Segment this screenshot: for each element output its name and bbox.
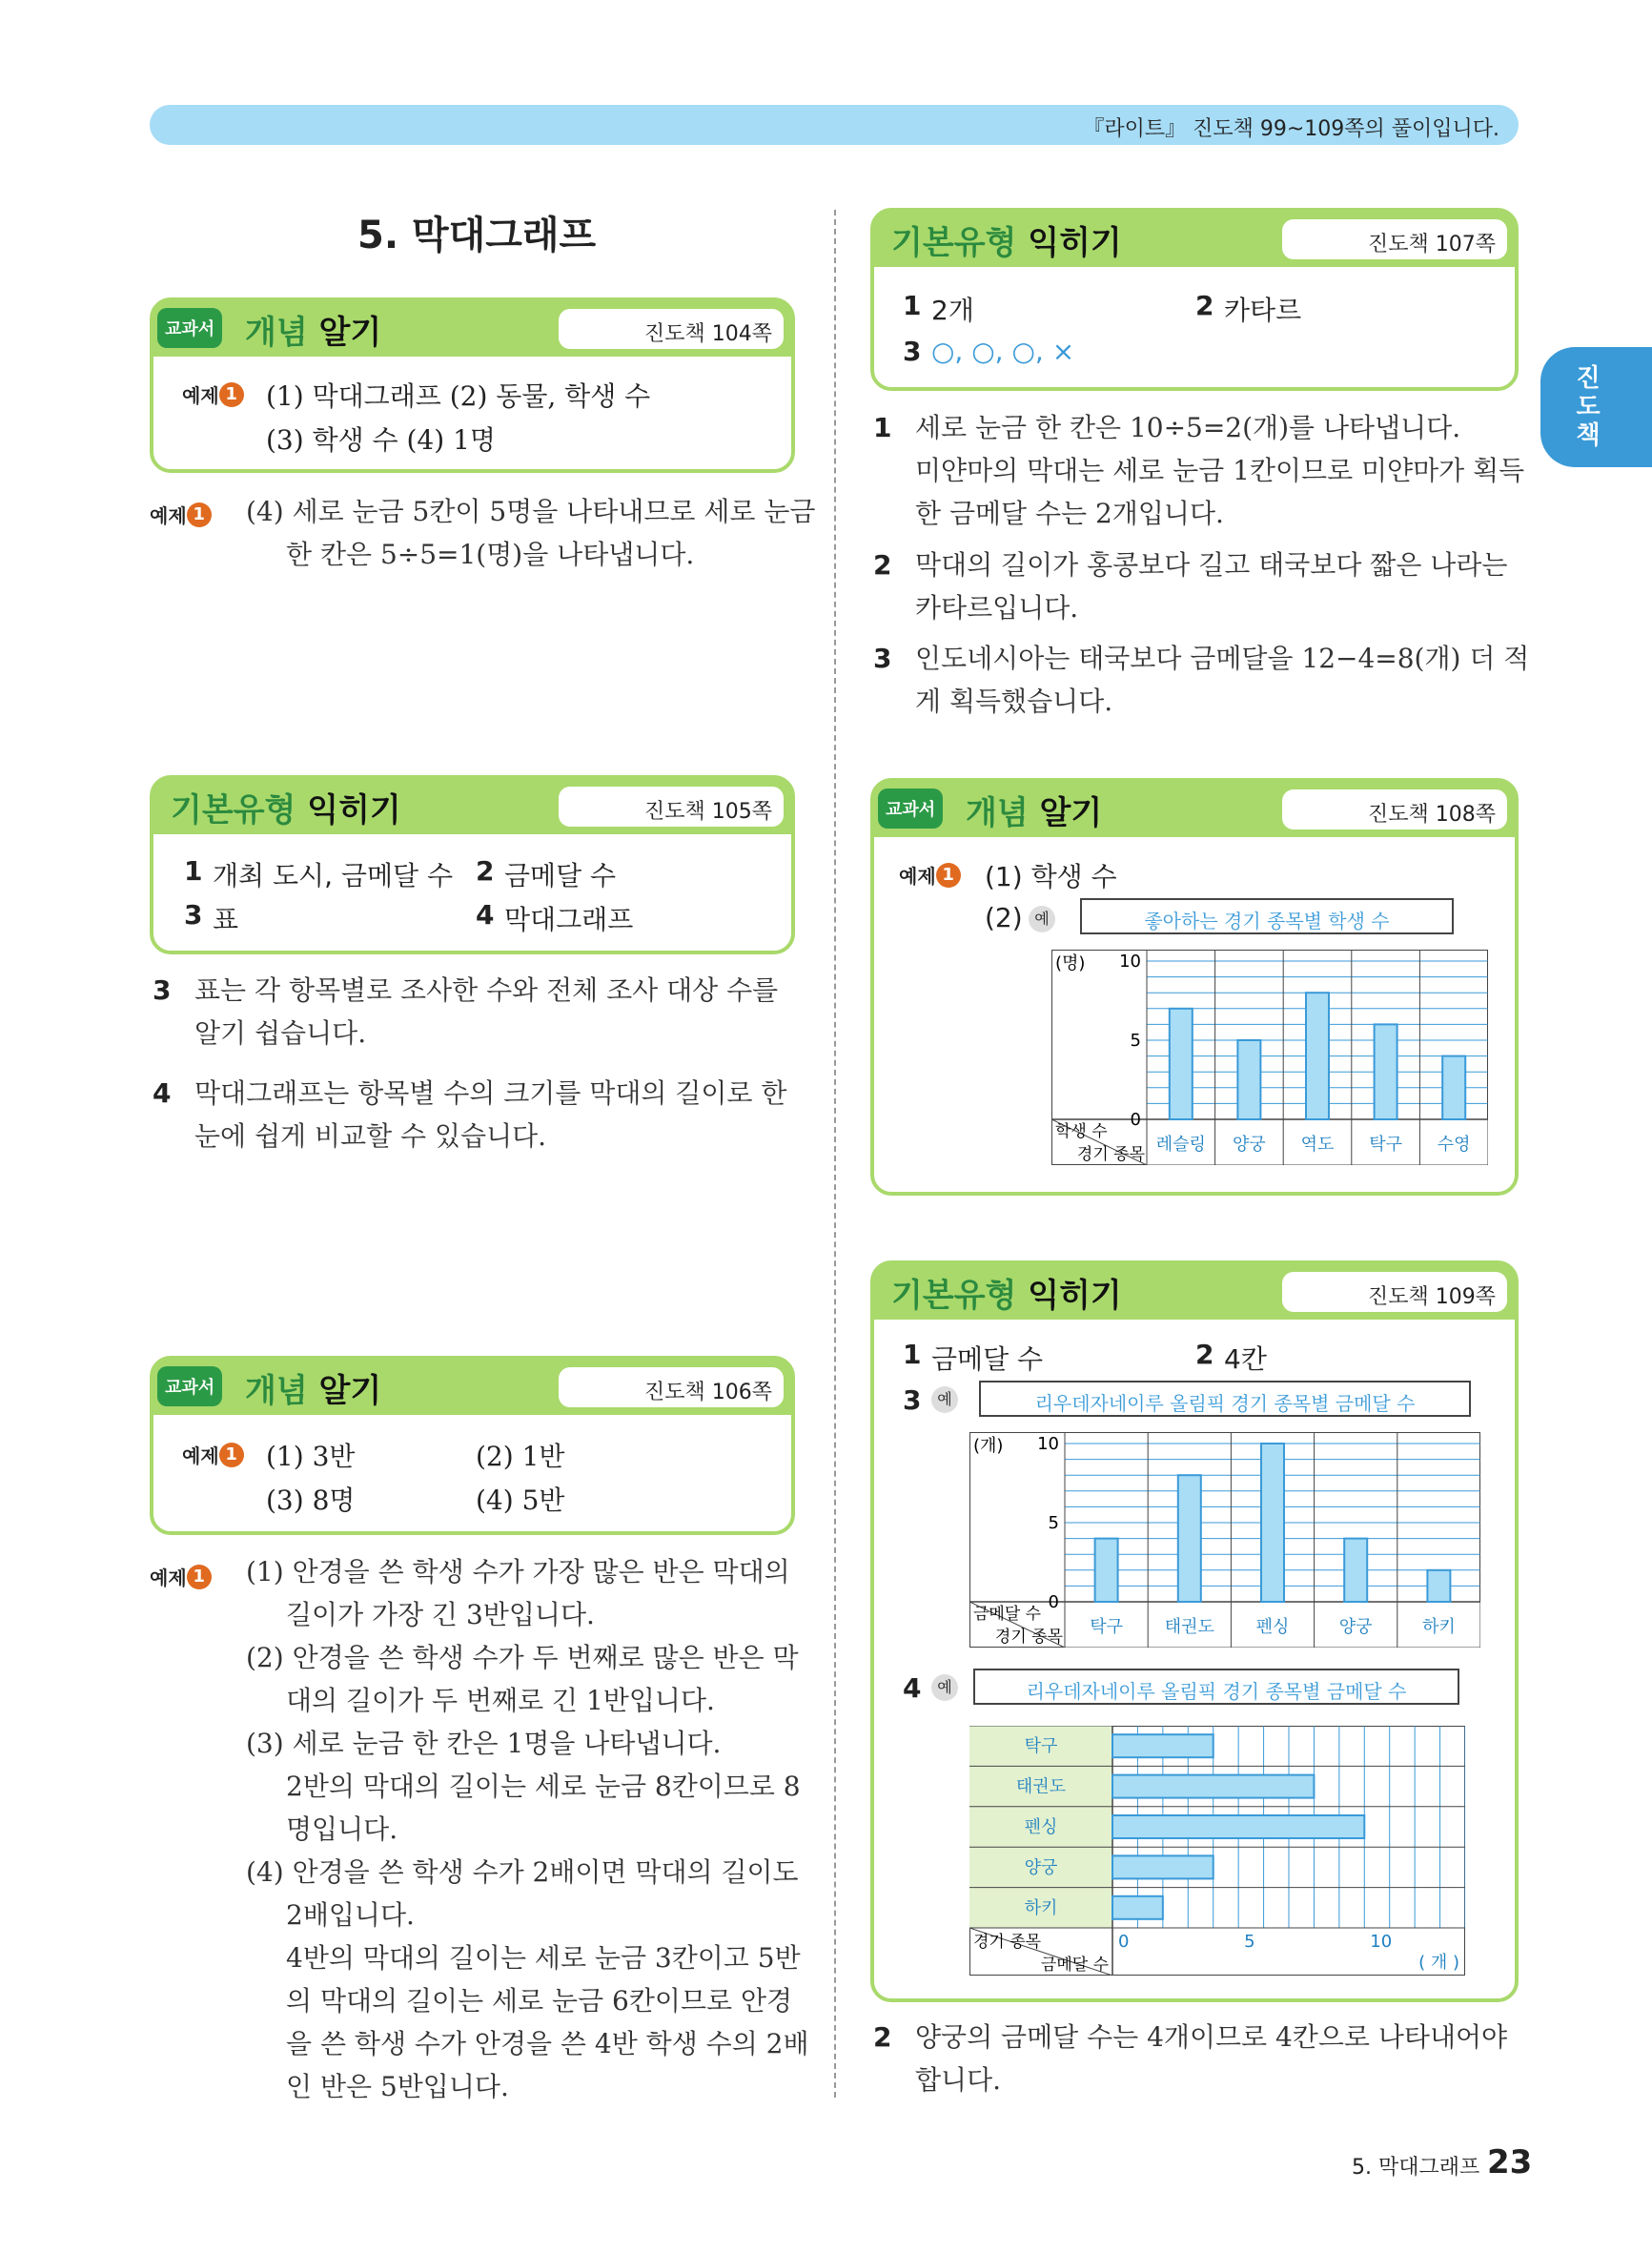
category-label: 탁구	[1090, 1617, 1123, 1637]
bar	[1112, 1855, 1214, 1878]
solution-line: 막대그래프는 항목별 수의 크기를 막대의 길이로 한	[194, 1077, 787, 1109]
answer-text: 금메달 수	[931, 1343, 1044, 1375]
answer-text: ○, ○, ○, ×	[931, 336, 1075, 367]
solution-line: (2) 안경을 쓴 학생 수가 두 번째로 많은 반은 막	[246, 1642, 799, 1673]
answer-number: 1	[903, 1339, 922, 1370]
side-tab-label: 진도책	[1576, 364, 1601, 450]
category-label: 펜싱	[1255, 1617, 1290, 1637]
chart-title: 좋아하는 경기 종목별 학생 수	[1080, 898, 1454, 934]
bar	[1442, 1056, 1465, 1119]
answer-number: 2	[1195, 1339, 1214, 1370]
concept-box-104	[150, 297, 795, 473]
box-header	[874, 212, 1515, 267]
answer-text: (1) 3반	[266, 1441, 356, 1472]
y-unit-label: (명)	[1055, 953, 1086, 973]
row-header-label: 경기 종목	[973, 1933, 1042, 1952]
solution-line: 2배입니다.	[286, 1899, 415, 1931]
tick-label: 10	[1037, 1434, 1059, 1454]
box-header	[153, 779, 791, 834]
practice-box-109	[870, 1260, 1519, 2002]
solution-line: 4반의 막대의 길이는 세로 눈금 3칸이고 5반	[286, 1942, 801, 1974]
answer-number: 1	[184, 855, 203, 887]
tick-label: 0	[1118, 1932, 1130, 1952]
chapter-title: 5. 막대그래프	[357, 214, 597, 257]
bar	[1112, 1896, 1163, 1919]
tick-label: 10	[1119, 952, 1141, 972]
solution-line: 길이가 가장 긴 3반입니다.	[286, 1599, 595, 1630]
answer-number: 3	[903, 1384, 922, 1416]
tick-label: 5	[1244, 1932, 1255, 1952]
solution-number: 1	[873, 412, 892, 443]
page-ref: 진도책 106쪽	[559, 1367, 784, 1407]
answer-text: (2)	[985, 902, 1023, 933]
solution-line: 눈에 쉽게 비교할 수 있습니다.	[194, 1120, 547, 1152]
example-mark: 예	[931, 1386, 958, 1413]
solution-line: (1) 안경을 쓴 학생 수가 가장 많은 반은 막대의	[246, 1556, 790, 1587]
bar-chart-medals-horizontal	[969, 1726, 1465, 1976]
answer-text: (1) 학생 수	[985, 861, 1117, 892]
side-tab[interactable]	[1540, 347, 1652, 467]
page-ref: 진도책 107쪽	[1282, 219, 1507, 259]
bar	[1178, 1475, 1201, 1602]
bar	[1112, 1815, 1364, 1838]
solution-line: 한 금메달 수는 2개입니다.	[915, 498, 1224, 529]
answer-text: (2) 1반	[476, 1441, 565, 1472]
x-unit-label: ( 개 )	[1418, 1953, 1459, 1973]
solution-line: 명입니다.	[286, 1813, 398, 1845]
solution-number: 3	[153, 974, 172, 1006]
concept-box-108	[870, 778, 1519, 1196]
solution-line: 미얀마의 막대는 세로 눈금 1칸이므로 미얀마가 획득	[915, 455, 1525, 486]
example-label: 예제 1	[150, 498, 212, 529]
answer-number: 2	[476, 855, 495, 887]
answer-number: 1	[903, 290, 922, 321]
category-label: 역도	[1300, 1135, 1335, 1155]
tick-label: 0	[1048, 1592, 1059, 1612]
category-label: 태권도	[1015, 1776, 1067, 1797]
box-header	[874, 1264, 1515, 1320]
solution-number: 4	[153, 1077, 172, 1109]
box-title: 개념 알기	[966, 794, 1103, 832]
category-label: 하키	[1422, 1617, 1456, 1637]
answer-text: 금메달 수	[504, 860, 617, 891]
box-header	[153, 301, 791, 357]
solution-line: (4) 안경을 쓴 학생 수가 2배이면 막대의 길이도	[246, 1856, 799, 1888]
textbook-badge: 교과서	[878, 789, 943, 829]
solution-line: 게 획득했습니다.	[915, 686, 1113, 717]
practice-box-105	[150, 775, 795, 954]
column-divider	[834, 210, 836, 2098]
tick-label: 5	[1130, 1031, 1141, 1051]
chart-title: 리우데자네이루 올림픽 경기 종목별 금메달 수	[973, 1669, 1459, 1705]
category-label: 하키	[1024, 1897, 1058, 1918]
category-label: 양궁	[1233, 1135, 1266, 1155]
bar	[1261, 1444, 1284, 1602]
solution-line: 알기 쉽습니다.	[194, 1017, 367, 1049]
practice-box-107	[870, 208, 1519, 391]
category-label: 양궁	[1024, 1857, 1058, 1878]
solution-number: 2	[873, 2021, 892, 2053]
box-title: 개념 알기	[245, 1372, 382, 1410]
answer-text: 막대그래프	[504, 904, 634, 935]
solution-line: 양궁의 금메달 수는 4개이므로 4칸으로 나타내어야	[915, 2021, 1508, 2053]
column-header-label: 경기 종목	[1076, 1145, 1145, 1164]
answer-text: 카타르	[1224, 295, 1302, 326]
tick-label: 0	[1130, 1110, 1141, 1130]
example-label: 예제 1	[182, 1438, 244, 1469]
solution-line: 대의 길이가 두 번째로 긴 1반입니다.	[286, 1685, 715, 1716]
box-title: 기본유형 익히기	[891, 1277, 1122, 1315]
answer-text: 개최 도시, 금메달 수	[213, 860, 453, 891]
category-label: 양궁	[1338, 1617, 1373, 1637]
category-label: 탁구	[1369, 1135, 1402, 1155]
page-ref: 진도책 109쪽	[1282, 1272, 1507, 1312]
y-unit-label: (개)	[973, 1436, 1004, 1456]
solution-line: (4) 세로 눈금 5칸이 5명을 나타내므로 세로 눈금	[246, 496, 816, 527]
solution-line: 의 막대의 길이는 세로 눈금 6칸이므로 안경	[286, 1985, 793, 2017]
solution-number: 2	[873, 549, 892, 581]
bar	[1170, 1009, 1193, 1119]
example-label: 예제 1	[150, 1560, 212, 1591]
box-title: 기본유형 익히기	[891, 224, 1122, 262]
bar	[1306, 993, 1329, 1119]
answer-text: (4) 5반	[476, 1485, 565, 1516]
example-label: 예제 1	[899, 858, 961, 890]
answer-line: (3) 학생 수 (4) 1명	[266, 424, 496, 456]
box-title: 기본유형 익히기	[171, 791, 401, 830]
bar	[1237, 1040, 1260, 1119]
solution-line: 한 칸은 5÷5=1(명)을 나타냅니다.	[286, 539, 695, 570]
solution-line: (3) 세로 눈금 한 칸은 1명을 나타냅니다.	[246, 1728, 722, 1759]
answer-number: 4	[476, 899, 495, 931]
top-banner	[150, 105, 1519, 145]
solution-line: 표는 각 항목별로 조사한 수와 전체 조사 대상 수를	[194, 974, 779, 1006]
box-title: 개념 알기	[245, 314, 382, 352]
solution-line: 카타르입니다.	[915, 592, 1079, 624]
tick-label: 5	[1048, 1513, 1059, 1533]
page-ref: 진도책 105쪽	[559, 787, 784, 827]
example-mark: 예	[1029, 906, 1055, 932]
category-label: 펜싱	[1024, 1817, 1058, 1837]
category-label: 탁구	[1024, 1736, 1058, 1757]
solution-line: 막대의 길이가 홍콩보다 길고 태국보다 짧은 나라는	[915, 549, 1508, 581]
row-header-label: 학생 수	[1055, 1122, 1108, 1141]
bar	[1112, 1775, 1314, 1798]
bar	[1427, 1570, 1450, 1602]
solution-line: 합니다.	[915, 2064, 1002, 2096]
answer-line: (1) 막대그래프 (2) 동물, 학생 수	[266, 380, 651, 412]
bar-chart-medals-vertical	[969, 1432, 1480, 1648]
page-ref: 진도책 104쪽	[559, 309, 784, 349]
solution-line: 2반의 막대의 길이는 세로 눈금 8칸이므로 8	[286, 1771, 801, 1802]
answer-number: 3	[184, 899, 203, 931]
answer-text: 4칸	[1224, 1343, 1267, 1375]
answer-number: 4	[903, 1672, 922, 1704]
textbook-badge: 교과서	[157, 308, 222, 348]
page-ref: 진도책 108쪽	[1282, 789, 1507, 830]
answer-text: 2개	[931, 295, 974, 326]
bar	[1112, 1734, 1214, 1757]
bar	[1375, 1024, 1397, 1119]
column-header-label: 경기 종목	[994, 1628, 1063, 1647]
example-mark: 예	[931, 1674, 958, 1701]
concept-box-106	[150, 1356, 795, 1535]
solution-number: 3	[873, 643, 892, 674]
solution-line: 인도네시아는 태국보다 금메달을 12−4=8(개) 더 적	[915, 643, 1530, 674]
page-number: 23	[1487, 2143, 1533, 2181]
category-label: 레슬링	[1155, 1135, 1206, 1155]
column-header-label: 금메달 수	[1040, 1956, 1109, 1975]
banner-text: 『라이트』 진도책 99~109쪽의 풀이입니다.	[1083, 117, 1499, 141]
solution-line: 을 쓴 학생 수가 안경을 쓴 4반 학생 수의 2배	[286, 2028, 809, 2059]
tick-label: 10	[1370, 1932, 1393, 1952]
solution-line: 인 반은 5반입니다.	[286, 2071, 509, 2102]
box-header	[874, 782, 1515, 837]
answer-number: 2	[1195, 290, 1214, 321]
footer-chapter: 5. 막대그래프	[1352, 2156, 1480, 2180]
box-header	[153, 1360, 791, 1415]
textbook-badge: 교과서	[157, 1366, 222, 1406]
answer-text: 표	[213, 904, 239, 935]
category-label: 수영	[1437, 1135, 1471, 1155]
answer-text: (3) 8명	[266, 1485, 356, 1516]
chart-title: 리우데자네이루 올림픽 경기 종목별 금메달 수	[979, 1381, 1471, 1417]
bar-chart-students	[1051, 950, 1488, 1165]
bar	[1095, 1539, 1118, 1602]
solution-line: 세로 눈금 한 칸은 10÷5=2(개)를 나타냅니다.	[915, 412, 1461, 443]
bar	[1344, 1539, 1367, 1602]
answer-number: 3	[903, 336, 922, 367]
category-label: 태권도	[1164, 1617, 1214, 1637]
row-header-label: 금메달 수	[973, 1605, 1042, 1624]
example-label: 예제 1	[182, 378, 244, 409]
